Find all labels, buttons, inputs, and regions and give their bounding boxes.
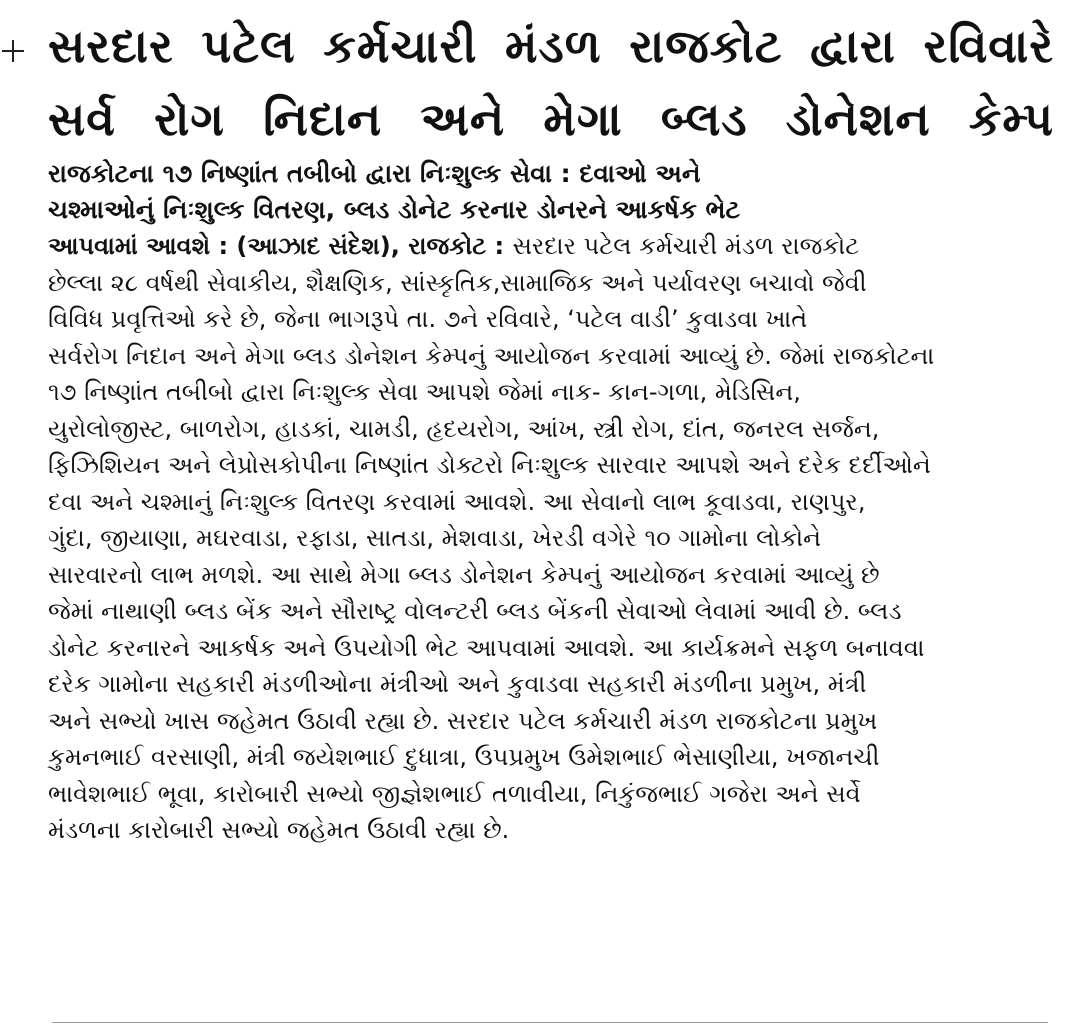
- body-line: કુમનભાઈ વરસાણી, મંત્રી જયેશભાઈ દુધાત્રા, ઉપપ્રમુખ ઉમેશભાઈ ભેસાણીયા, ખજાનચી: [48, 743, 880, 771]
- news-article: [48, 10, 1054, 849]
- body-line: છેલ્લા ૨૮ વર્ષથી સેવાકીય, શૈક્ષણિક, સાંસ્કૃતિક,સામાજિક અને પર્યાવરણ બચાવો જેવી: [48, 268, 867, 297]
- body-line: ભાવેશભાઈ ભૂવા, કારોબારી સભ્યો જીજ્ઞેશભાઈ તળાવીયા, નિકુંજભાઈ ગજેરા અને સર્વે: [48, 779, 861, 808]
- body-line: ડોનેટ કરનારને આકર્ષક અને ઉપયોગી ભેટ આપવામાં આવશે. આ કાર્યક્રમને સફળ બનાવવા: [48, 633, 925, 662]
- body-first-line: [48, 228, 1054, 265]
- body-line: વિવિધ પ્રવૃત્તિઓ કરે છે, જેના ભાગરૂપે તા. ૭ને રવિવારે, ‘પટેલ વાડી’ કુવાડવા ખાતે: [48, 305, 808, 333]
- deck-line: ચશ્માઓનું નિઃશુલ્ક વિતરણ, બ્લડ ડોનેટ કરનાર ડોનરને આકર્ષક ભેટ: [48, 195, 741, 224]
- body-line: અને સભ્યો ખાસ જહેમત ઉઠાવી રહ્યા છે. સરદાર પટેલ કર્મચારી મંડળ રાજકોટના પ્રમુખ: [48, 706, 878, 735]
- body-line: દરેક ગામોના સહકારી મંડળીઓના મંત્રીઓ અને કુવાડવા સહકારી મંડળીના પ્રમુખ, મંત્રી: [48, 670, 867, 698]
- body-line: યુરોલોજીસ્ટ, બાળરોગ, હાડકાં, ચામડી, હૃદયરોગ, આંખ, સ્ત્રી રોગ, દાંત, જનરલ સર્જન,: [48, 414, 880, 443]
- article-body: [48, 228, 1054, 849]
- body-line: સારવારનો લાભ મળશે. આ સાથે મેગા બ્લડ ડોનેશન કેમ્પનું આયોજન કરવામાં આવ્યું છે: [48, 560, 880, 589]
- body-line: સર્વરોગ નિદાન અને મેગા બ્લડ ડોનેશન કેમ્પનું આયોજન કરવામાં આવ્યું છે. જેમાં રાજકોટના: [48, 341, 935, 370]
- body-line: મંડળના કારોબારી સભ્યો જહેમત ઉઠાવી રહ્યા છે.: [48, 816, 510, 844]
- article-headline: [48, 10, 1054, 156]
- deck-line: રાજકોટના ૧૭ નિષ્ણાંત તબીબો દ્વારા નિઃશુલ્ક સેવા : દવાઓ અને: [48, 159, 701, 188]
- dateline: આપવામાં આવશે : (આઝાદ સંદેશ), રાજકોટ :: [48, 232, 513, 260]
- body-line: દવા અને ચશ્માનું નિઃશુલ્ક વિતરણ કરવામાં આવશે. આ સેવાનો લાભ કૂવાડવા, રાણપુર,: [48, 487, 866, 516]
- headline-line: સરદાર પટેલ કર્મચારી મંડળ રાજકોટ દ્વારા રવિવારે: [48, 19, 1054, 73]
- body-line: ૧૭ નિષ્ણાંત તબીબો દ્વારા નિઃશુલ્ક સેવા આપશે જેમાં નાક- કાન-ગળા, મેડિસિન,: [48, 378, 801, 406]
- crop-mark: [2, 40, 24, 62]
- bottom-divider: [52, 1022, 1048, 1023]
- article-deck: [48, 156, 1054, 228]
- body-line: ગુંદા, જીયાણા, મઘરવાડા, રફાડા, સાતડા, મેશવાડા, ખેરડી વગેરે ૧૦ ગામોના લોકોને: [48, 524, 822, 552]
- body-line: જેમાં નાથાણી બ્લડ બેંક અને સૌરાષ્ટ્ર વોલન્ટરી બ્લડ બેંકની સેવાઓ લેવામાં આવી છે. બ્લડ: [48, 597, 902, 625]
- body-line: ફિઝિશિયન અને લેપ્રોસકોપીના નિષ્ણાંત ડોક્ટરો નિઃશુલ્ક સારવાર આપશે અને દરેક દર્દીઓને: [48, 451, 931, 479]
- body-text: સરદાર પટેલ કર્મચારી મંડળ રાજકોટ: [512, 232, 860, 260]
- headline-line: સર્વ રોગ નિદાન અને મેગા બ્લડ ડોનેશન કેમ્પ: [48, 92, 1054, 146]
